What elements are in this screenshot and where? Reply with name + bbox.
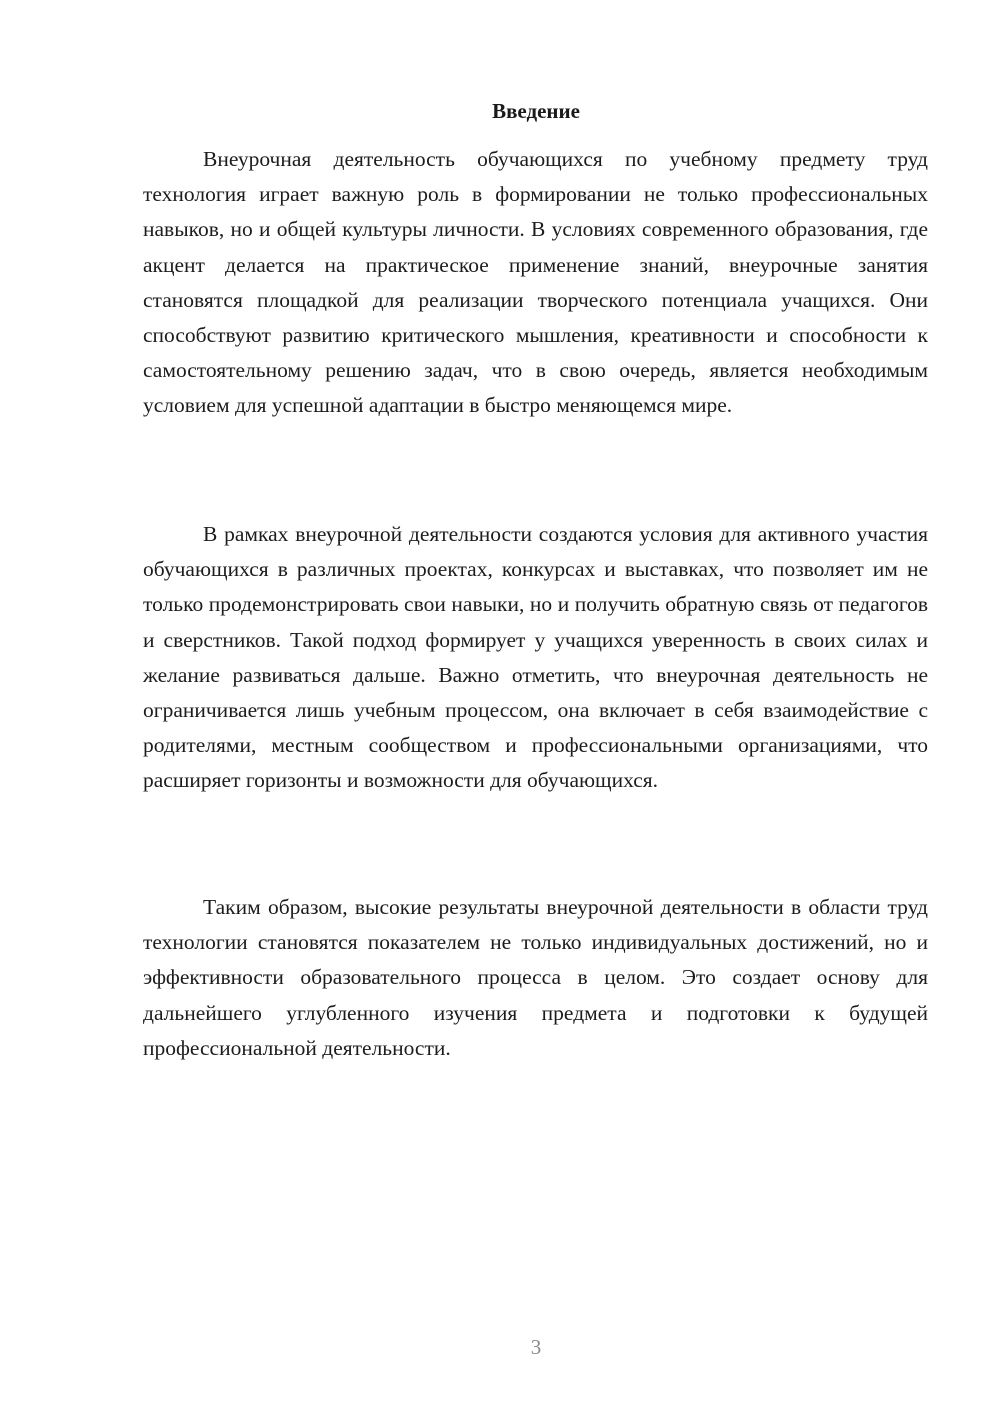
paragraph-1: Внеурочная деятельность обучающихся по учебному предмету труд технология играет важную роль в формировании не только профессиональных навыков, но и общей культуры личности. В условиях современного образования, где акцент делается на практическое применение знаний, внеурочные занятия становятся площадкой для реализации творческого потенциала учащихся. Они способствуют развитию критического мышления, креативности и способности к самостоятельному решению задач, что в свою очередь, является необходимым условием для успешной адаптации в быстро меняющемся мире. (143, 147, 928, 418)
paragraph-2: В рамках внеурочной деятельности создаются условия для активного участия обучающихся в различных проектах, конкурсах и выставках, что позволяет им не только продемонстрировать свои навыки, но и получить обратную связь от педагогов и сверстников. Такой подход формирует у учащихся уверенность в своих силах и желание развиваться дальше. Важно отметить, что внеурочная деятельность не ограничивается лишь учебным процессом, она включает в себя взаимодействие с родителями, местным сообществом и профессиональными организациями, что расширяет горизонты и возможности для обучающихся. (143, 522, 928, 793)
page-number: 3 (530, 1335, 542, 1359)
paragraph-3: Таким образом, высокие результаты внеурочной деятельности в области труд технологии становятся показателем не только индивидуальных достижений, но и эффективности образовательного процесса в целом. Это создает основу для дальнейшего углубленного изучения предмета и подготовки к будущей профессиональной деятельности. (143, 895, 928, 1060)
section-heading: Введение (492, 99, 580, 123)
